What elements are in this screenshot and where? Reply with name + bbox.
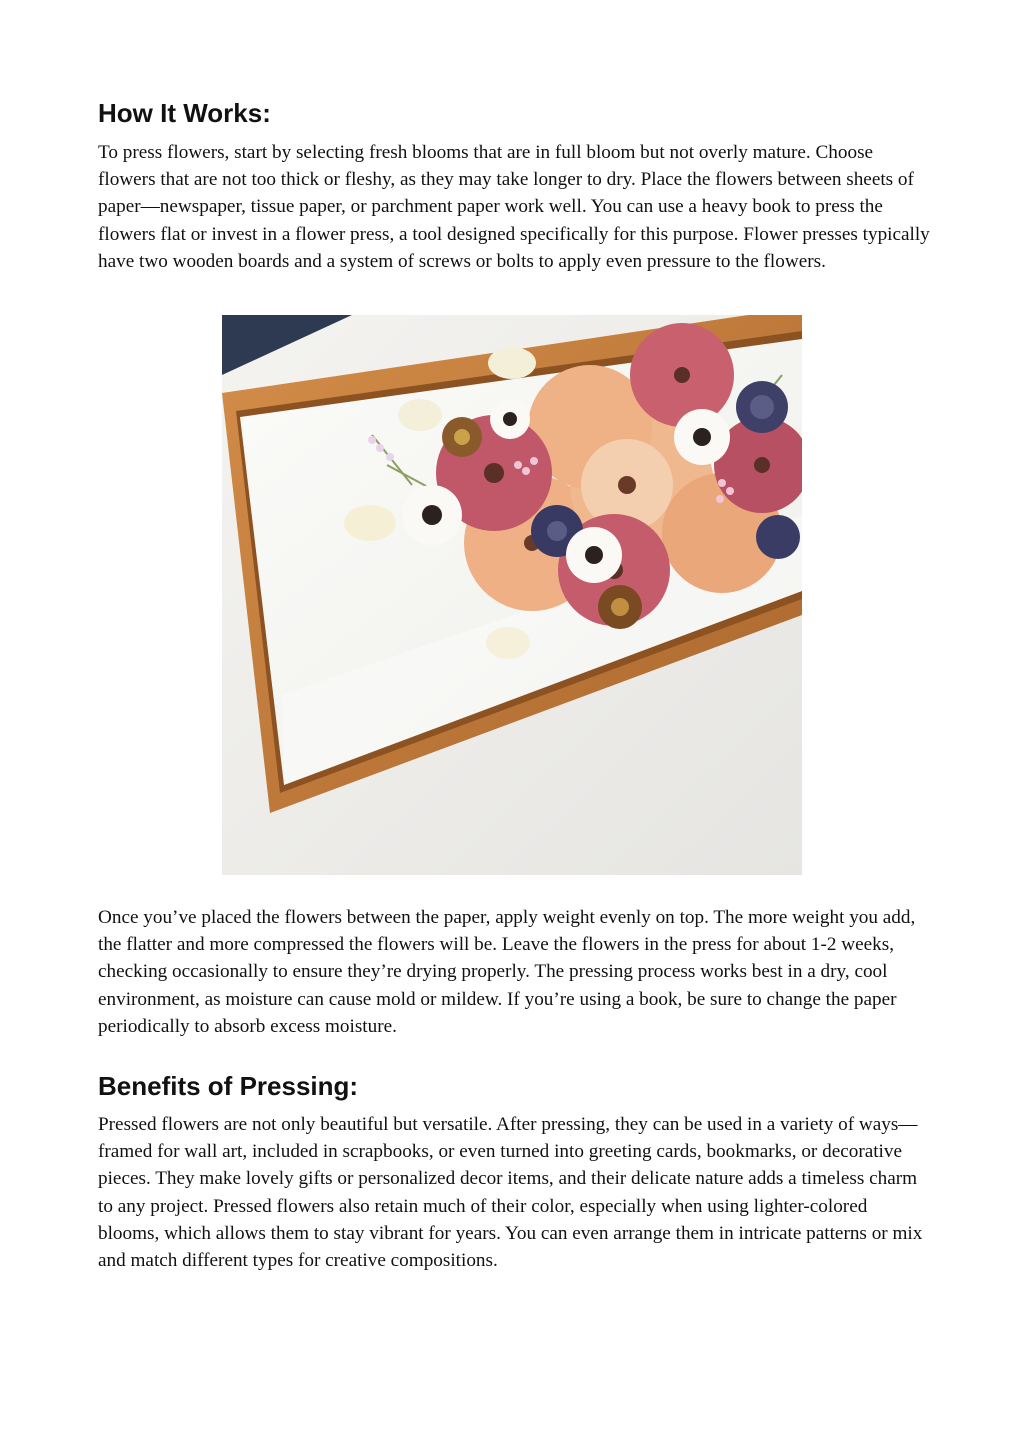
paragraph-benefits: Pressed flowers are not only beautiful but versatile. After pressing, they can be used in a variety of ways—framed for wall art, included in scrapbooks, or even turned into greeting cards, bookmarks, or decorative pieces. They make lovely gifts or personalized decor items, and their delicate nature adds a timeless charm to any project. Pressed flowers also retain much of their color, especially when using lighter-colored blooms, which allows them to stay vibrant for years. You can even arrange them in intricate patterns or mix and match different types for creative compositions.: [98, 1114, 923, 1272]
pressed-flower-frame-photo: [222, 315, 802, 875]
section-heading-how-it-works: How It Works:: [98, 98, 271, 128]
paragraph-pressing-process: Once you’ve placed the flowers between the paper, apply weight evenly on top. The more weight you add, the flatter and more compressed the flowers will be. Leave the flowers in the press for about 1-2 weeks, checking occasionally to ensure they’re drying properly. The pressing process works best in a dry, cool environment, as moisture can cause mold or mildew. If you’re using a book, be sure to change the paper periodically to absorb excess moisture.: [98, 907, 916, 1037]
section-heading-benefits: Benefits of Pressing:: [98, 1071, 359, 1101]
paragraph-pressing-instructions: To press flowers, start by selecting fresh blooms that are in full bloom but not overly mature. Choose flowers that are not too thick or fleshy, as they may take longer to dry. Place the flowers between sheets of paper—newspaper, tissue paper, or parchment paper work well. You can use a heavy book to press the flowers flat or invest in a flower press, a tool designed specifically for this purpose. Flower presses typically have two wooden boards and a system of screws or bolts to apply even pressure to the flowers.: [98, 142, 930, 272]
